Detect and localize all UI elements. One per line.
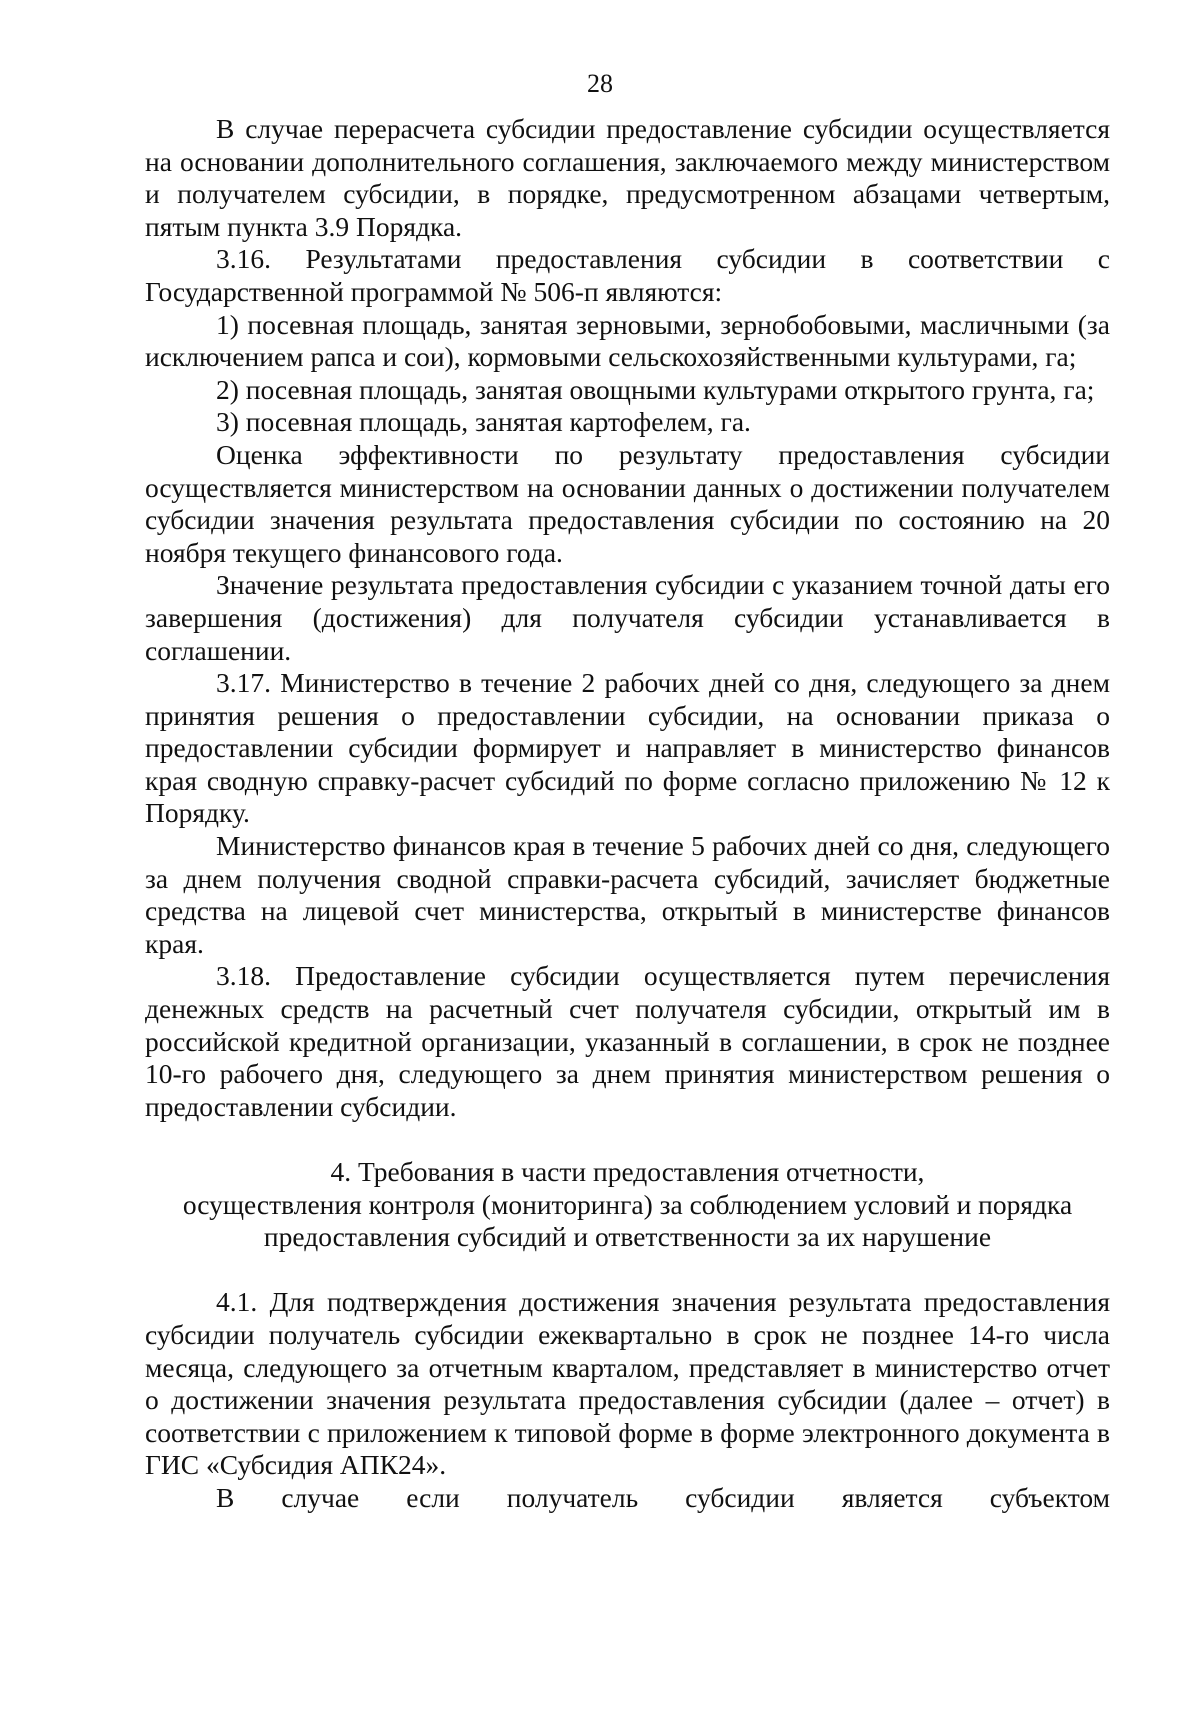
document-body — [145, 113, 1110, 1515]
paragraph-efficiency-assessment: Оценка эффективности по результату предоставления субсидии осуществляется министерством на основании данных о достижении получателем субсидии значения результата предоставления субсидии по состоянию на 20 ноября текущего финансового года. — [145, 438, 1110, 568]
spacer — [145, 1254, 1110, 1287]
spacer — [145, 1123, 1110, 1156]
paragraph-recalculation: В случае перерасчета субсидии предоставление субсидии осуществляется на основании дополнительного соглашения, заключаемого между министерством и получателем субсидии, в порядке, предусмотренном абзацами четвертым, пятым пункта 3.9 Порядка. — [145, 113, 1110, 242]
list-item-2: 2) посевная площадь, занятая овощными культурами открытого грунта, га; — [216, 373, 1095, 405]
paragraph-result-value: Значение результата предоставления субсидии с указанием точной даты его завершения (достижения) для получателя субсидии устанавливается в соглашении. — [145, 569, 1110, 666]
paragraph-4-1: 4.1. Для подтверждения достижения значения результата предоставления субсидии получатель субсидии ежеквартально в срок не позднее 14-го числа месяца, следующего за отчетным кварталом, представляет в министерство отчет о достижении значения результата предоставления субсидии (далее – отчет) в соответствии с приложением к типовой форме в форме электронного документа в ГИС «Субсидия АПК24». — [145, 1286, 1110, 1481]
page-number: 28 — [587, 69, 613, 98]
paragraph-3-17: 3.17. Министерство в течение 2 рабочих дней со дня, следующего за днем принятия решения о предоставлении субсидии, на основании приказа о предоставлении субсидии формирует и направляет в министерство финансов края сводную справку-расчет субсидий по форме согласно приложению № 12 к Порядку. — [145, 667, 1110, 829]
paragraph-subject-case: В случае если получатель субсидии является субъектом — [216, 1481, 1110, 1513]
section-heading — [145, 1156, 1110, 1254]
section-heading-line-3: предоставления субсидий и ответственности за их нарушение — [263, 1221, 992, 1253]
list-item-1: 1) посевная площадь, занятая зерновыми, зернобобовыми, масличными (за исключением рапса и сои), кормовыми сельскохозяйственными культурами, га; — [145, 308, 1110, 373]
list-item-3: 3) посевная площадь, занятая картофелем, га. — [216, 406, 751, 438]
section-heading-line-1: 4. Требования в части предоставления отчетности, — [330, 1156, 925, 1187]
section-heading-line-2: осуществления контроля (мониторинга) за соблюдением условий и порядка — [182, 1188, 1073, 1220]
paragraph-3-16: 3.16. Результатами предоставления субсидии в соответствии с Государственной программой № 506-п являются: — [145, 243, 1110, 307]
paragraph-3-18: 3.18. Предоставление субсидии осуществляется путем перечисления денежных средств на расчетный счет получателя субсидии, открытый им в российской кредитной организации, указанный в соглашении, в срок не позднее 10-го рабочего дня, следующего за днем принятия министерством решения о предоставлении субсидии. — [145, 960, 1110, 1122]
paragraph-finance-ministry: Министерство финансов края в течение 5 рабочих дней со дня, следующего за днем получения сводной справки-расчета субсидий, зачисляет бюджетные средства на лицевой счет министерства, открытый в министерстве финансов края. — [145, 830, 1110, 959]
